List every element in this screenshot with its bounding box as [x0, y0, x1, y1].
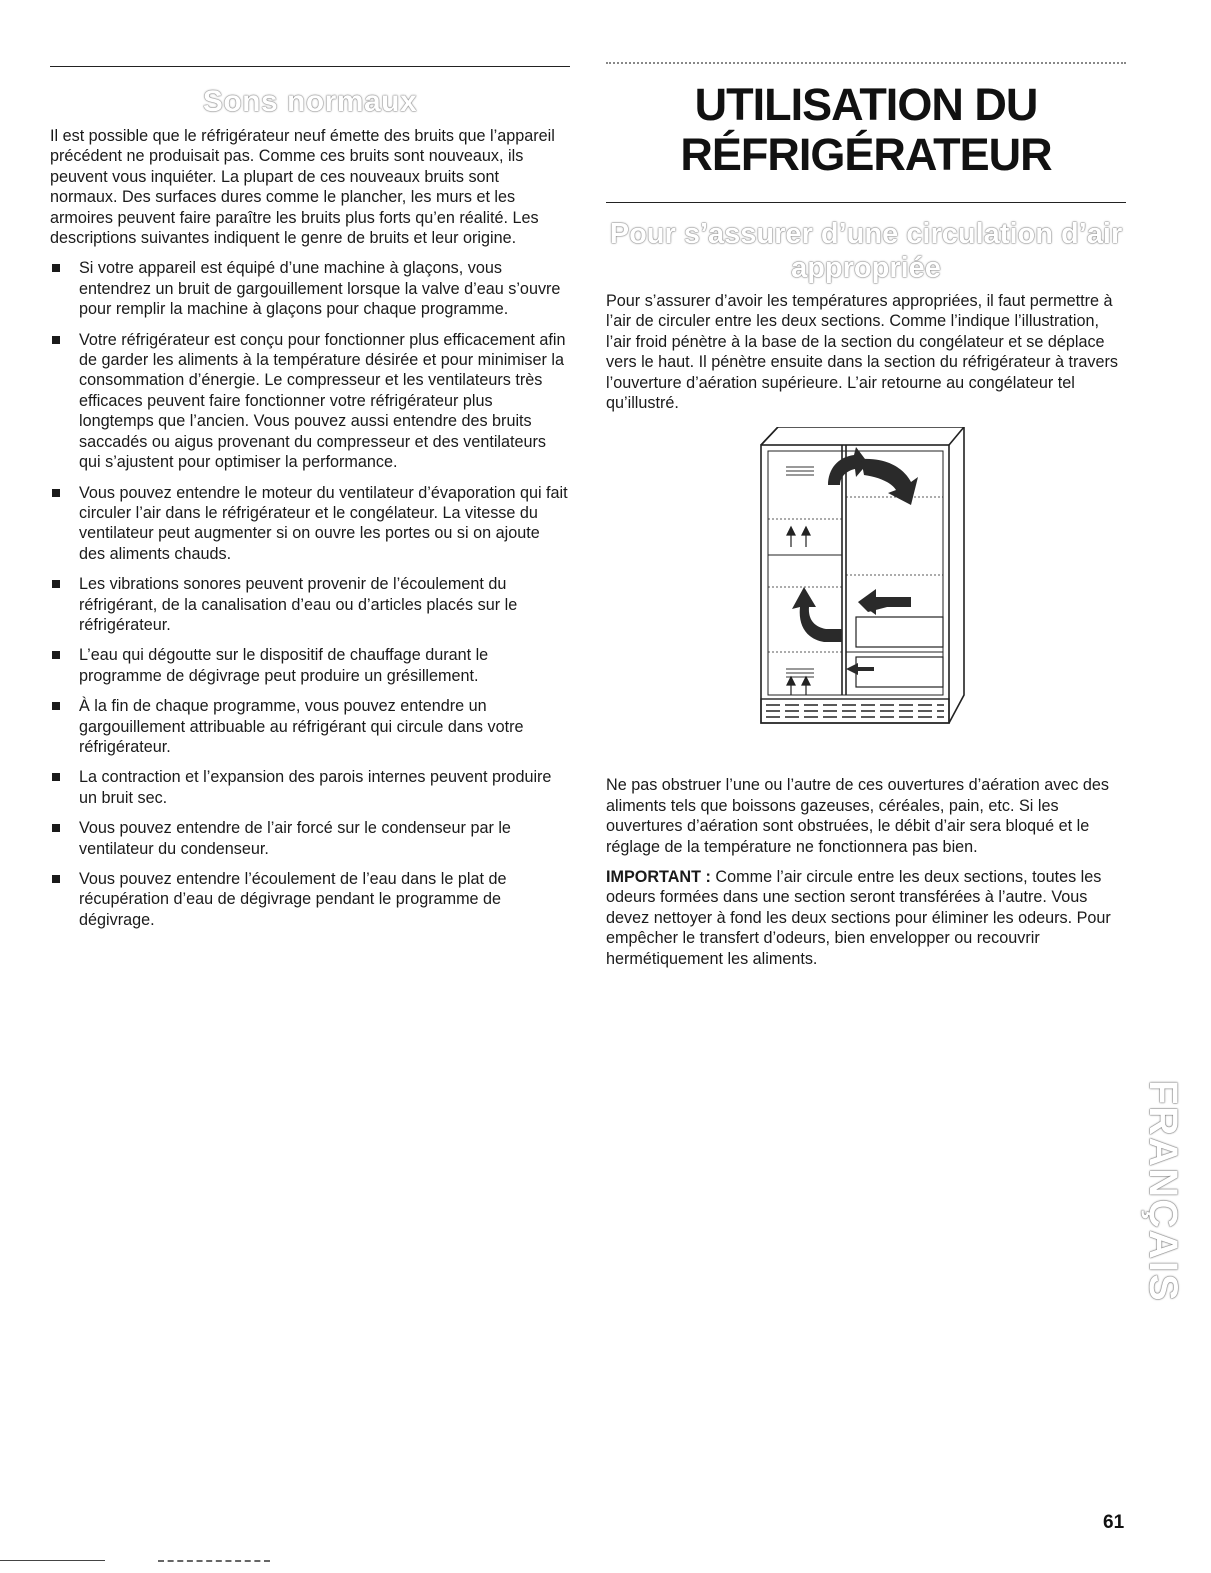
title-rule — [606, 202, 1126, 203]
bullet-square-icon — [52, 651, 60, 659]
list-item: La contraction et l’expansion des parois internes peuvent produire un bruit sec. — [50, 767, 570, 808]
important-text: Comme l’air circule entre les deux sections, toutes les odeurs formées dans une section seront transférées à l’autre. Vous devez nettoyer à fond les deux sections pour éliminer les odeurs. Pour empêcher le transfert d’odeurs, bien envelopper ou recouvrir hermétiquement les aliments. — [606, 868, 1111, 968]
section-title-air-circulation: Pour s’assurer d’une circulation d’air appropriée — [609, 218, 1123, 284]
page-title-line1: UTILISATION DU — [694, 79, 1038, 130]
right-column — [606, 62, 1126, 969]
list-item: Vous pouvez entendre l’écoulement de l’eau dans le plat de récupération d’eau de dégivrage pendant le programme de dégivrage. — [50, 869, 570, 930]
airflow-paragraph: Pour s’assurer d’avoir les températures appropriées, il faut permettre à l’air de circuler entre les deux sections. Comme l’indique l’illustration, l’air froid pénètre à la base de la section du congélateur et se déplace vers le haut. Il pénètre ensuite dans la section du réfrigérateur à travers l’ouverture d’aération supérieure. L’air retourne au congélateur tel qu’illustré. — [606, 292, 1118, 413]
page-title — [606, 80, 1126, 180]
bullet-square-icon — [52, 264, 60, 272]
page-number: 61 — [1103, 1512, 1125, 1533]
important-label: IMPORTANT : — [606, 868, 711, 887]
list-item: L’eau qui dégoutte sur le dispositif de chauffage durant le programme de dégivrage peut produire un grésillement. — [50, 645, 570, 686]
bullet-square-icon — [52, 489, 60, 497]
bullet-square-icon — [52, 875, 60, 883]
bullet-square-icon — [52, 773, 60, 781]
top-rule — [50, 66, 570, 67]
bullet-square-icon — [52, 580, 60, 588]
vent-warning-paragraph: Ne pas obstruer l’une ou l’autre de ces ouvertures d’aération avec des aliments tels que boissons gazeuses, céréales, pain, etc. Si les ouvertures d’aération sont obstruées, le débit d’air sera bloqué et le réglage de la température ne fonctionnera pas bien. — [606, 776, 1110, 856]
page-title-line2: RÉFRIGÉRATEUR — [680, 129, 1052, 180]
dotted-rule — [606, 62, 1126, 64]
list-item: Les vibrations sonores peuvent provenir de l’écoulement du réfrigérant, de la canalisation d’eau ou d’articles placés sur le réfrigérateur. — [50, 574, 570, 635]
bullet-square-icon — [52, 824, 60, 832]
section-title-normal-sounds: Sons normaux — [202, 85, 418, 118]
airflow-diagram — [606, 427, 1126, 757]
vent-top-icon — [786, 467, 814, 475]
important-paragraph — [606, 867, 1126, 969]
list-item: À la fin de chaque programme, vous pouvez entendre un gargouillement attribuable au réfrigérant qui circule dans votre réfrigérateur. — [50, 696, 570, 757]
bullet-square-icon — [52, 336, 60, 344]
airflow-arrow-icon — [792, 447, 918, 675]
footer-mark-dashed — [158, 1560, 270, 1562]
sound-list — [50, 258, 570, 930]
list-item: Votre réfrigérateur est conçu pour fonctionner plus efficacement afin de garder les aliments à la température désirée et pour minimiser la consommation d’énergie. Le compresseur et les ventilateurs très efficaces peuvent faire fonctionner votre réfrigérateur plus longtemps que l’ancien. Vous pouvez aussi entendre des bruits saccadés ou aigus provenant du compresseur et des ventilateurs qui s’ajustent pour optimiser la performance. — [50, 330, 570, 473]
list-item: Vous pouvez entendre le moteur du ventilateur d’évaporation qui fait circuler l’air dans le réfrigérateur et le congélateur. La vitesse du ventilateur peut augmenter si on ouvre les portes ou si on ajoute des aliments chauds. — [50, 483, 570, 565]
intro-paragraph: Il est possible que le réfrigérateur neuf émette des bruits que l’appareil précédent ne produisait pas. Comme ces bruits sont nouveaux, ils peuvent vous inquiéter. La plupart de ces nouveaux bruits sont normaux. Des surfaces dures comme le plancher, les murs et les armoires peuvent faire paraître les bruits plus forts qu’en réalité. Les descriptions suivantes indiquent le genre de bruits et leur origine. — [50, 127, 555, 248]
left-column — [50, 66, 570, 940]
bullet-square-icon — [52, 702, 60, 710]
list-item: Si votre appareil est équipé d’une machine à glaçons, vous entendrez un bruit de gargouillement lorsque la valve d’eau s’ouvre pour remplir la machine à glaçons pour chaque programme. — [50, 258, 570, 319]
vent-bottom-icon — [786, 669, 814, 677]
list-item: Vous pouvez entendre de l’air forcé sur le condenseur par le ventilateur du condenseur. — [50, 818, 570, 859]
footer-mark — [0, 1560, 105, 1561]
language-tab-label: FRANÇAIS — [1141, 1080, 1185, 1303]
base-grille — [761, 699, 949, 723]
